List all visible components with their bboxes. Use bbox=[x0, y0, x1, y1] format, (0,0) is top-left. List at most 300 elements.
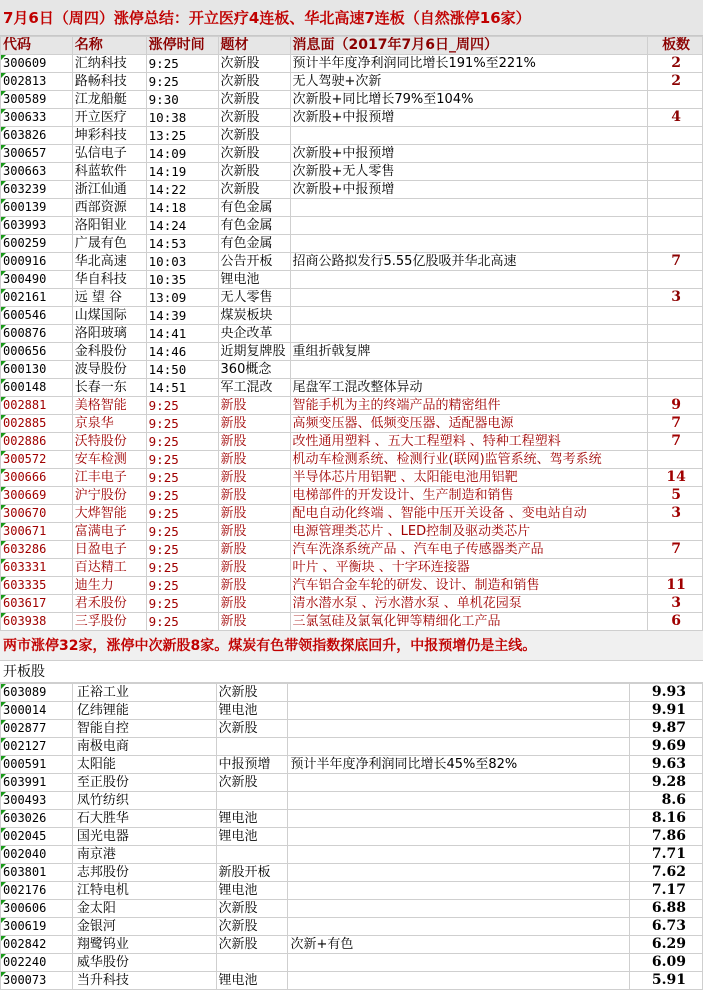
change-percent: 6.29 bbox=[630, 936, 703, 954]
table-row bbox=[1, 810, 703, 828]
boards-cell: 5 bbox=[648, 487, 703, 505]
stock-name: 正裕工业 bbox=[72, 684, 216, 702]
limit-up-time: 9:25 bbox=[146, 595, 218, 613]
stock-name: 美格智能 bbox=[72, 397, 146, 415]
news-cell bbox=[288, 864, 630, 882]
table-row bbox=[1, 397, 703, 415]
change-percent: 9.63 bbox=[630, 756, 703, 774]
boards-cell bbox=[648, 451, 703, 469]
news-cell: 三氯氢硅及氯氧化钾等精细化工产品 bbox=[290, 613, 648, 631]
stock-name: 亿纬锂能 bbox=[72, 702, 216, 720]
table-row bbox=[1, 702, 703, 720]
theme-cell: 新股 bbox=[218, 415, 290, 433]
theme-cell: 次新股 bbox=[216, 720, 288, 738]
stock-name: 弘信电子 bbox=[72, 145, 146, 163]
theme-cell: 新股 bbox=[218, 505, 290, 523]
stock-name: 南极电商 bbox=[72, 738, 216, 756]
news-cell: 次新股+中报预增 bbox=[290, 181, 648, 199]
change-percent: 9.93 bbox=[630, 684, 703, 702]
boards-cell bbox=[648, 379, 703, 397]
theme-cell: 新股 bbox=[218, 397, 290, 415]
limit-up-time: 13:09 bbox=[146, 289, 218, 307]
change-percent: 7.62 bbox=[630, 864, 703, 882]
news-cell bbox=[288, 792, 630, 810]
stock-code: 603617 bbox=[1, 595, 73, 613]
table-row bbox=[1, 73, 703, 91]
table-row bbox=[1, 55, 703, 73]
news-cell bbox=[288, 738, 630, 756]
boards-cell: 7 bbox=[648, 433, 703, 451]
stock-code: 002877 bbox=[1, 720, 73, 738]
stock-code: 002813 bbox=[1, 73, 73, 91]
news-cell: 招商公路拟发行5.55亿股吸并华北高速 bbox=[290, 253, 648, 271]
limit-up-time: 14:19 bbox=[146, 163, 218, 181]
limit-up-time: 9:25 bbox=[146, 487, 218, 505]
table-row bbox=[1, 127, 703, 145]
stock-name: 西部资源 bbox=[72, 199, 146, 217]
stock-name: 富满电子 bbox=[72, 523, 146, 541]
stock-code: 600876 bbox=[1, 325, 73, 343]
change-percent: 7.86 bbox=[630, 828, 703, 846]
stock-name: 路畅科技 bbox=[72, 73, 146, 91]
news-cell: 无人驾驶+次新 bbox=[290, 73, 648, 91]
table-row bbox=[1, 595, 703, 613]
table-row bbox=[1, 523, 703, 541]
news-cell bbox=[288, 882, 630, 900]
theme-cell: 锂电池 bbox=[216, 828, 288, 846]
table-row bbox=[1, 181, 703, 199]
news-cell bbox=[290, 235, 648, 253]
stock-name: 威华股份 bbox=[72, 954, 216, 972]
stock-code: 002885 bbox=[1, 415, 73, 433]
stock-code: 002240 bbox=[1, 954, 73, 972]
theme-cell: 新股 bbox=[218, 577, 290, 595]
news-cell: 重组折戟复牌 bbox=[290, 343, 648, 361]
stock-code: 600148 bbox=[1, 379, 73, 397]
stock-name: 太阳能 bbox=[72, 756, 216, 774]
stock-name: 洛阳钼业 bbox=[72, 217, 146, 235]
table-row bbox=[1, 451, 703, 469]
boards-cell bbox=[648, 199, 703, 217]
stock-code: 002886 bbox=[1, 433, 73, 451]
table-row bbox=[1, 289, 703, 307]
stock-code: 300606 bbox=[1, 900, 73, 918]
news-cell: 智能手机为主的终端产品的精密组件 bbox=[290, 397, 648, 415]
news-cell: 预计半年度净利润同比增长191%至221% bbox=[290, 55, 648, 73]
stock-name: 广晟有色 bbox=[72, 235, 146, 253]
table-row bbox=[1, 163, 703, 181]
theme-cell: 央企改革 bbox=[218, 325, 290, 343]
news-cell: 高频变压器、低频变压器、适配器电源 bbox=[290, 415, 648, 433]
limit-up-time: 9:30 bbox=[146, 91, 218, 109]
table-row bbox=[1, 217, 703, 235]
stock-name: 南京港 bbox=[72, 846, 216, 864]
stock-code: 002881 bbox=[1, 397, 73, 415]
stock-code: 300073 bbox=[1, 972, 73, 990]
limit-up-time: 13:25 bbox=[146, 127, 218, 145]
limit-up-time: 10:38 bbox=[146, 109, 218, 127]
news-cell: 汽车铝合金车轮的研发、设计、制造和销售 bbox=[290, 577, 648, 595]
theme-cell: 新股 bbox=[218, 595, 290, 613]
boards-cell: 7 bbox=[648, 415, 703, 433]
theme-cell: 次新股 bbox=[218, 91, 290, 109]
limit-up-time: 9:25 bbox=[146, 415, 218, 433]
table-row bbox=[1, 307, 703, 325]
change-percent: 9.28 bbox=[630, 774, 703, 792]
limit-up-time: 14:24 bbox=[146, 217, 218, 235]
table-row bbox=[1, 900, 703, 918]
theme-cell: 新股 bbox=[218, 487, 290, 505]
limit-up-time: 14:09 bbox=[146, 145, 218, 163]
news-cell: 电源管理类芯片 、LED控制及驱动类芯片 bbox=[290, 523, 648, 541]
limit-up-time: 14:46 bbox=[146, 343, 218, 361]
stock-name: 金银河 bbox=[72, 918, 216, 936]
boards-cell: 7 bbox=[648, 253, 703, 271]
header-news: 消息面（2017年7月6日_周四） bbox=[290, 37, 648, 55]
theme-cell: 次新股 bbox=[216, 684, 288, 702]
theme-cell: 锂电池 bbox=[218, 271, 290, 289]
stock-name: 江特电机 bbox=[72, 882, 216, 900]
news-cell bbox=[290, 289, 648, 307]
stock-code: 603331 bbox=[1, 559, 73, 577]
theme-cell: 锂电池 bbox=[216, 810, 288, 828]
limit-up-time: 9:25 bbox=[146, 541, 218, 559]
table-row bbox=[1, 738, 703, 756]
table-row bbox=[1, 145, 703, 163]
stock-name: 翔鹭钨业 bbox=[72, 936, 216, 954]
table-row bbox=[1, 109, 703, 127]
limit-up-time: 9:25 bbox=[146, 559, 218, 577]
limit-up-time: 9:25 bbox=[146, 397, 218, 415]
boards-cell: 3 bbox=[648, 595, 703, 613]
table-row bbox=[1, 720, 703, 738]
theme-cell: 锂电池 bbox=[216, 972, 288, 990]
stock-name: 波导股份 bbox=[72, 361, 146, 379]
header-name: 名称 bbox=[72, 37, 146, 55]
stock-code: 600130 bbox=[1, 361, 73, 379]
stock-name: 智能自控 bbox=[72, 720, 216, 738]
stock-code: 000916 bbox=[1, 253, 73, 271]
boards-cell bbox=[648, 91, 703, 109]
stock-name: 凤竹纺织 bbox=[72, 792, 216, 810]
limit-up-time: 9:25 bbox=[146, 73, 218, 91]
stock-code: 603993 bbox=[1, 217, 73, 235]
news-cell bbox=[290, 271, 648, 289]
change-percent: 6.88 bbox=[630, 900, 703, 918]
table-row bbox=[1, 415, 703, 433]
stock-name: 沃特股份 bbox=[72, 433, 146, 451]
stock-name: 至正股份 bbox=[72, 774, 216, 792]
news-cell bbox=[288, 972, 630, 990]
stock-code: 603089 bbox=[1, 684, 73, 702]
table-row bbox=[1, 235, 703, 253]
limit-up-time: 14:41 bbox=[146, 325, 218, 343]
change-percent: 7.71 bbox=[630, 846, 703, 864]
stock-name: 汇纳科技 bbox=[72, 55, 146, 73]
stock-name: 石大胜华 bbox=[72, 810, 216, 828]
change-percent: 9.69 bbox=[630, 738, 703, 756]
news-cell bbox=[288, 810, 630, 828]
theme-cell: 有色金属 bbox=[218, 217, 290, 235]
stock-name: 金科股份 bbox=[72, 343, 146, 361]
stock-code: 603938 bbox=[1, 613, 73, 631]
limit-up-time: 14:53 bbox=[146, 235, 218, 253]
boards-cell bbox=[648, 217, 703, 235]
table-row bbox=[1, 379, 703, 397]
boards-cell bbox=[648, 307, 703, 325]
stock-name: 金太阳 bbox=[72, 900, 216, 918]
stock-name: 科蓝软件 bbox=[72, 163, 146, 181]
stock-code: 300589 bbox=[1, 91, 73, 109]
boards-cell: 9 bbox=[648, 397, 703, 415]
table-row bbox=[1, 792, 703, 810]
boards-cell bbox=[648, 145, 703, 163]
stock-name: 浙江仙通 bbox=[72, 181, 146, 199]
table-row bbox=[1, 505, 703, 523]
change-percent: 8.6 bbox=[630, 792, 703, 810]
news-cell: 汽车洗涤系统产品 、汽车电子传感器类产品 bbox=[290, 541, 648, 559]
news-cell: 配电自动化终端 、智能中压开关设备 、变电站自动 bbox=[290, 505, 648, 523]
limit-up-time: 14:22 bbox=[146, 181, 218, 199]
news-cell: 叶片 、平衡块 、十字环连接器 bbox=[290, 559, 648, 577]
limit-up-time: 9:25 bbox=[146, 451, 218, 469]
boards-cell bbox=[648, 559, 703, 577]
header-code: 代码 bbox=[1, 37, 73, 55]
stock-code: 603991 bbox=[1, 774, 73, 792]
header-theme: 题材 bbox=[218, 37, 290, 55]
news-cell bbox=[288, 900, 630, 918]
boards-cell bbox=[648, 523, 703, 541]
news-cell bbox=[288, 702, 630, 720]
theme-cell: 次新股 bbox=[218, 181, 290, 199]
boards-cell bbox=[648, 181, 703, 199]
theme-cell: 军工混改 bbox=[218, 379, 290, 397]
news-cell: 次新股+同比增长79%至104% bbox=[290, 91, 648, 109]
news-cell: 半导体芯片用铝靶 、太阳能电池用铝靶 bbox=[290, 469, 648, 487]
stock-code: 600546 bbox=[1, 307, 73, 325]
limit-up-time: 14:18 bbox=[146, 199, 218, 217]
stock-name: 沪宁股份 bbox=[72, 487, 146, 505]
theme-cell bbox=[216, 792, 288, 810]
table-row bbox=[1, 559, 703, 577]
stock-code: 603286 bbox=[1, 541, 73, 559]
news-cell bbox=[288, 720, 630, 738]
theme-cell: 煤炭板块 bbox=[218, 307, 290, 325]
stock-code: 600259 bbox=[1, 235, 73, 253]
table-row bbox=[1, 253, 703, 271]
stock-name: 大烨智能 bbox=[72, 505, 146, 523]
table-row bbox=[1, 199, 703, 217]
boards-cell bbox=[648, 325, 703, 343]
table-row bbox=[1, 433, 703, 451]
change-percent: 9.87 bbox=[630, 720, 703, 738]
stock-name: 百达精工 bbox=[72, 559, 146, 577]
limit-up-table bbox=[0, 36, 703, 631]
theme-cell: 新股 bbox=[218, 613, 290, 631]
theme-cell: 有色金属 bbox=[218, 235, 290, 253]
stock-code: 002045 bbox=[1, 828, 73, 846]
limit-up-time: 9:25 bbox=[146, 523, 218, 541]
table-row bbox=[1, 936, 703, 954]
theme-cell: 次新股 bbox=[216, 918, 288, 936]
theme-cell: 中报预增 bbox=[216, 756, 288, 774]
table-row bbox=[1, 361, 703, 379]
theme-cell: 近期复牌股 bbox=[218, 343, 290, 361]
stock-code: 300666 bbox=[1, 469, 73, 487]
boards-cell: 3 bbox=[648, 289, 703, 307]
theme-cell: 次新股 bbox=[216, 936, 288, 954]
table-row bbox=[1, 343, 703, 361]
table-row bbox=[1, 882, 703, 900]
stock-code: 300671 bbox=[1, 523, 73, 541]
news-cell bbox=[290, 307, 648, 325]
stock-name: 长春一东 bbox=[72, 379, 146, 397]
table-row bbox=[1, 577, 703, 595]
stock-name: 华北高速 bbox=[72, 253, 146, 271]
limit-up-time: 9:25 bbox=[146, 469, 218, 487]
table-row bbox=[1, 91, 703, 109]
table-row bbox=[1, 972, 703, 990]
stock-code: 000656 bbox=[1, 343, 73, 361]
boards-cell: 3 bbox=[648, 505, 703, 523]
news-cell bbox=[288, 774, 630, 792]
stock-name: 志邦股份 bbox=[72, 864, 216, 882]
stock-code: 300663 bbox=[1, 163, 73, 181]
boards-cell: 11 bbox=[648, 577, 703, 595]
theme-cell bbox=[216, 954, 288, 972]
limit-up-time: 14:51 bbox=[146, 379, 218, 397]
stock-name: 日盈电子 bbox=[72, 541, 146, 559]
theme-cell: 次新股 bbox=[216, 900, 288, 918]
stock-name: 当升科技 bbox=[72, 972, 216, 990]
theme-cell: 次新股 bbox=[218, 55, 290, 73]
theme-cell: 次新股 bbox=[218, 73, 290, 91]
table-row bbox=[1, 487, 703, 505]
change-percent: 7.17 bbox=[630, 882, 703, 900]
theme-cell: 无人零售 bbox=[218, 289, 290, 307]
news-cell bbox=[290, 127, 648, 145]
table-row bbox=[1, 846, 703, 864]
header-boards: 板数 bbox=[648, 37, 703, 55]
header-time: 涨停时间 bbox=[146, 37, 218, 55]
stock-name: 京泉华 bbox=[72, 415, 146, 433]
stock-code: 300670 bbox=[1, 505, 73, 523]
stock-name: 国光电器 bbox=[72, 828, 216, 846]
limit-up-time: 10:35 bbox=[146, 271, 218, 289]
news-cell: 改性通用塑料 、五大工程塑料 、特种工程塑料 bbox=[290, 433, 648, 451]
change-percent: 6.09 bbox=[630, 954, 703, 972]
news-cell bbox=[290, 361, 648, 379]
theme-cell: 锂电池 bbox=[216, 702, 288, 720]
theme-cell: 次新股 bbox=[218, 145, 290, 163]
table-row bbox=[1, 864, 703, 882]
stock-code: 300669 bbox=[1, 487, 73, 505]
boards-cell: 4 bbox=[648, 109, 703, 127]
theme-cell: 公告开板 bbox=[218, 253, 290, 271]
stock-code: 603026 bbox=[1, 810, 73, 828]
stock-name: 开立医疗 bbox=[72, 109, 146, 127]
table-row bbox=[1, 613, 703, 631]
news-cell: 清水潜水泵 、污水潜水泵 、单机花园泵 bbox=[290, 595, 648, 613]
news-cell: 电梯部件的开发设计、生产制造和销售 bbox=[290, 487, 648, 505]
theme-cell bbox=[216, 846, 288, 864]
change-percent: 5.91 bbox=[630, 972, 703, 990]
stock-code: 002127 bbox=[1, 738, 73, 756]
stock-name: 君禾股份 bbox=[72, 595, 146, 613]
stock-code: 002161 bbox=[1, 289, 73, 307]
stock-name: 山煤国际 bbox=[72, 307, 146, 325]
news-cell: 次新+有色 bbox=[288, 936, 630, 954]
news-cell: 次新股+中报预增 bbox=[290, 109, 648, 127]
open-board-table bbox=[0, 683, 703, 990]
boards-cell: 6 bbox=[648, 613, 703, 631]
stock-code: 300572 bbox=[1, 451, 73, 469]
news-cell bbox=[290, 217, 648, 235]
stock-code: 600139 bbox=[1, 199, 73, 217]
limit-up-time: 14:50 bbox=[146, 361, 218, 379]
theme-cell bbox=[216, 738, 288, 756]
stock-code: 300490 bbox=[1, 271, 73, 289]
news-cell: 机动车检测系统、检测行业(联网)监管系统、驾考系统 bbox=[290, 451, 648, 469]
table-row bbox=[1, 684, 703, 702]
news-cell bbox=[288, 918, 630, 936]
theme-cell: 次新股 bbox=[218, 163, 290, 181]
stock-name: 洛阳玻璃 bbox=[72, 325, 146, 343]
news-cell bbox=[290, 199, 648, 217]
news-cell bbox=[288, 954, 630, 972]
theme-cell: 新股 bbox=[218, 469, 290, 487]
limit-up-time: 9:25 bbox=[146, 613, 218, 631]
news-cell: 次新股+无人零售 bbox=[290, 163, 648, 181]
theme-cell: 次新股 bbox=[218, 109, 290, 127]
boards-cell bbox=[648, 361, 703, 379]
theme-cell: 有色金属 bbox=[218, 199, 290, 217]
stock-code: 300609 bbox=[1, 55, 73, 73]
stock-name: 安车检测 bbox=[72, 451, 146, 469]
theme-cell: 次新股 bbox=[218, 127, 290, 145]
boards-cell: 14 bbox=[648, 469, 703, 487]
table-row bbox=[1, 828, 703, 846]
limit-up-time: 9:25 bbox=[146, 577, 218, 595]
table-row bbox=[1, 271, 703, 289]
stock-name: 远 望 谷 bbox=[72, 289, 146, 307]
stock-name: 迪生力 bbox=[72, 577, 146, 595]
theme-cell: 新股 bbox=[218, 523, 290, 541]
stock-code: 603801 bbox=[1, 864, 73, 882]
stock-code: 603239 bbox=[1, 181, 73, 199]
stock-code: 300014 bbox=[1, 702, 73, 720]
theme-cell: 新股 bbox=[218, 559, 290, 577]
stock-code: 603335 bbox=[1, 577, 73, 595]
stock-code: 300619 bbox=[1, 918, 73, 936]
table-row bbox=[1, 918, 703, 936]
page-title: 7月6日（周四）涨停总结：开立医疗4连板、华北高速7连板（自然涨停16家） bbox=[0, 0, 703, 36]
boards-cell: 2 bbox=[648, 55, 703, 73]
boards-cell bbox=[648, 163, 703, 181]
stock-name: 华自科技 bbox=[72, 271, 146, 289]
limit-up-time: 9:25 bbox=[146, 505, 218, 523]
stock-name: 江龙船艇 bbox=[72, 91, 146, 109]
boards-cell bbox=[648, 127, 703, 145]
theme-cell: 新股 bbox=[218, 451, 290, 469]
stock-code: 002040 bbox=[1, 846, 73, 864]
table-row bbox=[1, 756, 703, 774]
stock-code: 002176 bbox=[1, 882, 73, 900]
market-summary: 两市涨停32家，涨停中次新股8家。煤炭有色带领指数探底回升，中报预增仍是主线。 bbox=[0, 631, 703, 661]
theme-cell: 新股开板 bbox=[216, 864, 288, 882]
stock-name: 三孚股份 bbox=[72, 613, 146, 631]
boards-cell bbox=[648, 235, 703, 253]
